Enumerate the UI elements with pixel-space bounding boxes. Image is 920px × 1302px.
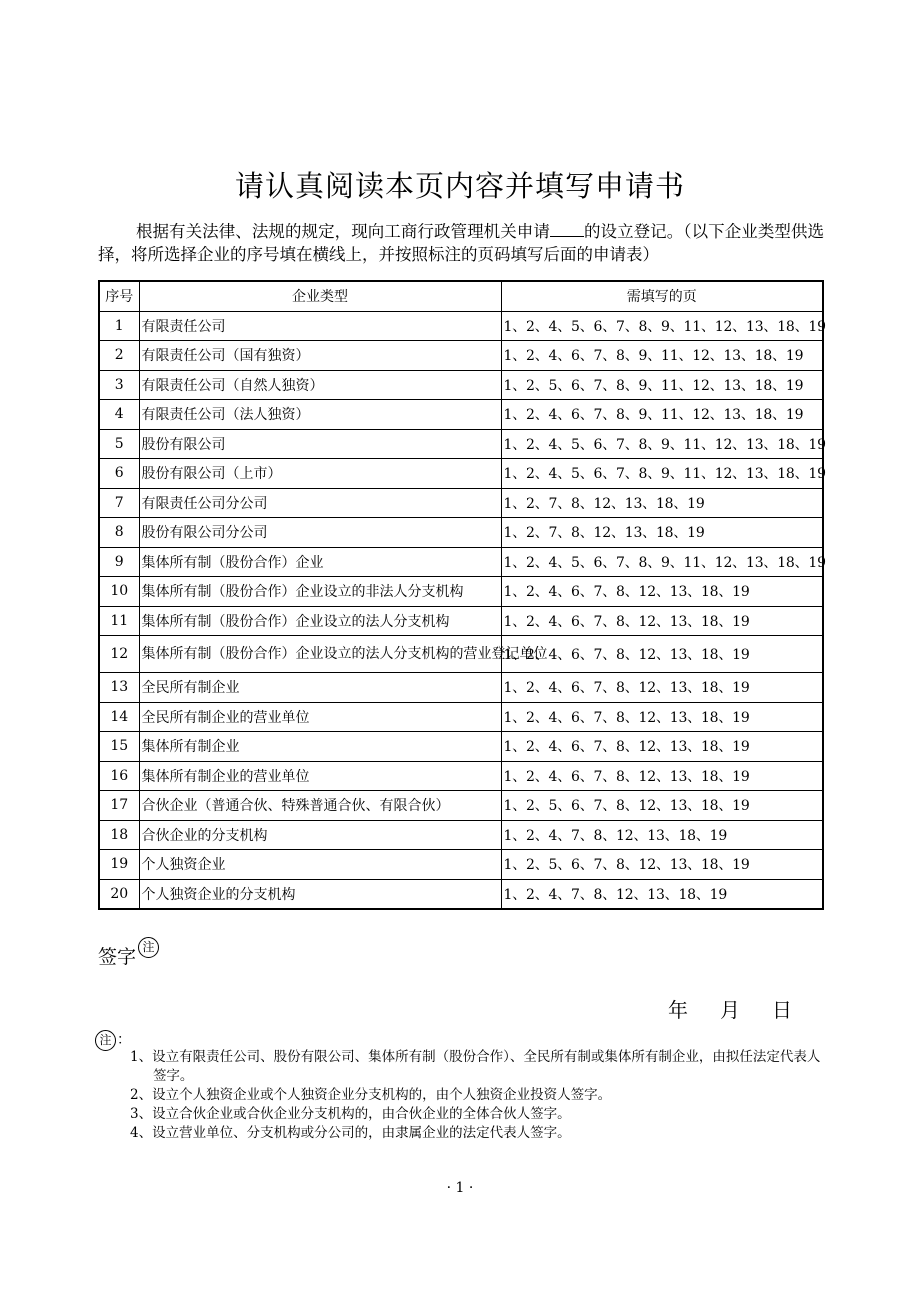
table-row — [99, 429, 823, 459]
row-pages: 1、2、4、6、7、8、12、13、18、19 — [501, 606, 823, 636]
row-pages: 1、2、5、6、7、8、12、13、18、19 — [501, 791, 823, 821]
table-row — [99, 702, 823, 732]
row-number: 4 — [99, 400, 139, 430]
row-enterprise-type: 个人独资企业的分支机构 — [139, 879, 501, 909]
table-header-row — [99, 281, 823, 311]
date-month-label: 月 — [720, 998, 740, 1022]
intro-text-before: 根据有关法律、法规的规定，现向工商行政管理机关申请 — [135, 222, 550, 241]
row-enterprise-type: 有限责任公司（法人独资） — [139, 400, 501, 430]
enterprise-type-table — [98, 280, 824, 910]
table-row — [99, 370, 823, 400]
notes-heading — [95, 1029, 131, 1051]
row-pages: 1、2、4、5、6、7、8、9、11、12、13、18、19 — [501, 311, 823, 341]
row-enterprise-type: 全民所有制企业的营业单位 — [139, 702, 501, 732]
row-pages: 1、2、4、6、7、8、9、11、12、13、18、19 — [501, 341, 823, 371]
note-item: 4、设立营业单位、分支机构或分公司的，由隶属企业的法定代表人签字。 — [130, 1125, 571, 1141]
row-number: 15 — [99, 732, 139, 762]
note-item: 1、设立有限责任公司、股份有限公司、集体所有制（股份合作）、全民所有制或集体所有制企业，由拟任法定代表人签字。 — [130, 1049, 821, 1084]
row-enterprise-type: 合伙企业的分支机构 — [139, 820, 501, 850]
row-pages: 1、2、4、6、7、8、12、13、18、19 — [501, 636, 823, 673]
row-number: 13 — [99, 673, 139, 703]
row-pages: 1、2、4、5、6、7、8、9、11、12、13、18、19 — [501, 547, 823, 577]
row-number: 12 — [99, 636, 139, 673]
table-row — [99, 673, 823, 703]
notes-colon: ： — [117, 1032, 131, 1048]
page-title: 请认真阅读本页内容并填写申请书 — [234, 169, 685, 203]
row-enterprise-type: 股份有限公司分公司 — [139, 518, 501, 548]
table-row — [99, 850, 823, 880]
row-pages: 1、2、5、6、7、8、12、13、18、19 — [501, 850, 823, 880]
circled-note-mark: 注 — [138, 937, 159, 958]
row-pages: 1、2、4、7、8、12、13、18、19 — [501, 820, 823, 850]
table-row — [99, 732, 823, 762]
row-number: 2 — [99, 341, 139, 371]
row-enterprise-type: 股份有限公司（上市） — [139, 459, 501, 489]
header-serial: 序号 — [99, 281, 139, 311]
note-item: 2、设立个人独资企业或个人独资企业分支机构的，由个人独资企业投资人签字。 — [130, 1087, 612, 1103]
row-pages: 1、2、7、8、12、13、18、19 — [501, 488, 823, 518]
table-row — [99, 761, 823, 791]
row-enterprise-type: 有限责任公司分公司 — [139, 488, 501, 518]
row-number: 10 — [99, 577, 139, 607]
row-enterprise-type: 集体所有制（股份合作）企业设立的非法人分支机构 — [139, 577, 501, 607]
signature-area[interactable] — [98, 942, 159, 970]
row-enterprise-type: 有限责任公司（国有独资） — [139, 341, 501, 371]
table-row — [99, 606, 823, 636]
notes-list — [130, 1048, 824, 1143]
row-number: 7 — [99, 488, 139, 518]
date-day-label: 日 — [772, 998, 792, 1022]
table-row — [99, 459, 823, 489]
circled-note-mark: 注 — [95, 1030, 116, 1051]
row-number: 9 — [99, 547, 139, 577]
table-row — [99, 791, 823, 821]
row-pages: 1、2、7、8、12、13、18、19 — [501, 518, 823, 548]
date-line[interactable] — [668, 994, 824, 1023]
row-enterprise-type: 股份有限公司 — [139, 429, 501, 459]
header-pages: 需填写的页 — [501, 281, 823, 311]
row-number: 3 — [99, 370, 139, 400]
serial-number-blank[interactable] — [550, 222, 584, 237]
row-enterprise-type: 集体所有制企业 — [139, 732, 501, 762]
row-number: 11 — [99, 606, 139, 636]
row-enterprise-type: 集体所有制企业的营业单位 — [139, 761, 501, 791]
row-enterprise-type: 集体所有制（股份合作）企业设立的法人分支机构的营业登记单位 — [139, 636, 501, 673]
row-pages: 1、2、4、6、7、8、12、13、18、19 — [501, 732, 823, 762]
row-number: 20 — [99, 879, 139, 909]
table-row — [99, 547, 823, 577]
table-row — [99, 577, 823, 607]
row-number: 19 — [99, 850, 139, 880]
table-row — [99, 341, 823, 371]
row-enterprise-type: 有限责任公司 — [139, 311, 501, 341]
header-enterprise-type: 企业类型 — [139, 281, 501, 311]
row-number: 17 — [99, 791, 139, 821]
row-number: 14 — [99, 702, 139, 732]
row-pages: 1、2、4、6、7、8、12、13、18、19 — [501, 702, 823, 732]
table-row — [99, 636, 823, 673]
table-row — [99, 488, 823, 518]
row-number: 8 — [99, 518, 139, 548]
row-pages: 1、2、4、7、8、12、13、18、19 — [501, 879, 823, 909]
row-enterprise-type: 全民所有制企业 — [139, 673, 501, 703]
row-number: 1 — [99, 311, 139, 341]
table-row — [99, 820, 823, 850]
row-number: 5 — [99, 429, 139, 459]
note-item: 3、设立合伙企业或合伙企业分支机构的，由合伙企业的全体合伙人签字。 — [130, 1106, 571, 1122]
row-pages: 1、2、4、6、7、8、12、13、18、19 — [501, 577, 823, 607]
date-year-label: 年 — [668, 998, 688, 1022]
row-enterprise-type: 有限责任公司（自然人独资） — [139, 370, 501, 400]
page-number: · 1 · — [446, 1180, 474, 1196]
row-number: 16 — [99, 761, 139, 791]
intro-text-after: 的设立登记。（以下企业类型供选择，将所选择企业的序号填在横线上，并按照标注的页码填写后面的申请表） — [98, 222, 825, 264]
row-enterprise-type: 集体所有制（股份合作）企业设立的法人分支机构 — [139, 606, 501, 636]
table-row — [99, 311, 823, 341]
row-number: 6 — [99, 459, 139, 489]
row-number: 18 — [99, 820, 139, 850]
row-enterprise-type: 合伙企业（普通合伙、特殊普通合伙、有限合伙） — [139, 791, 501, 821]
table-row — [99, 400, 823, 430]
intro-paragraph — [98, 220, 824, 266]
signature-label: 签字 — [98, 946, 137, 968]
table-row — [99, 879, 823, 909]
row-pages: 1、2、4、6、7、8、12、13、18、19 — [501, 673, 823, 703]
row-pages: 1、2、4、5、6、7、8、9、11、12、13、18、19 — [501, 459, 823, 489]
row-pages: 1、2、4、5、6、7、8、9、11、12、13、18、19 — [501, 429, 823, 459]
row-pages: 1、2、4、6、7、8、9、11、12、13、18、19 — [501, 400, 823, 430]
row-enterprise-type: 个人独资企业 — [139, 850, 501, 880]
row-pages: 1、2、4、6、7、8、12、13、18、19 — [501, 761, 823, 791]
row-enterprise-type: 集体所有制（股份合作）企业 — [139, 547, 501, 577]
row-pages: 1、2、5、6、7、8、9、11、12、13、18、19 — [501, 370, 823, 400]
table-row — [99, 518, 823, 548]
